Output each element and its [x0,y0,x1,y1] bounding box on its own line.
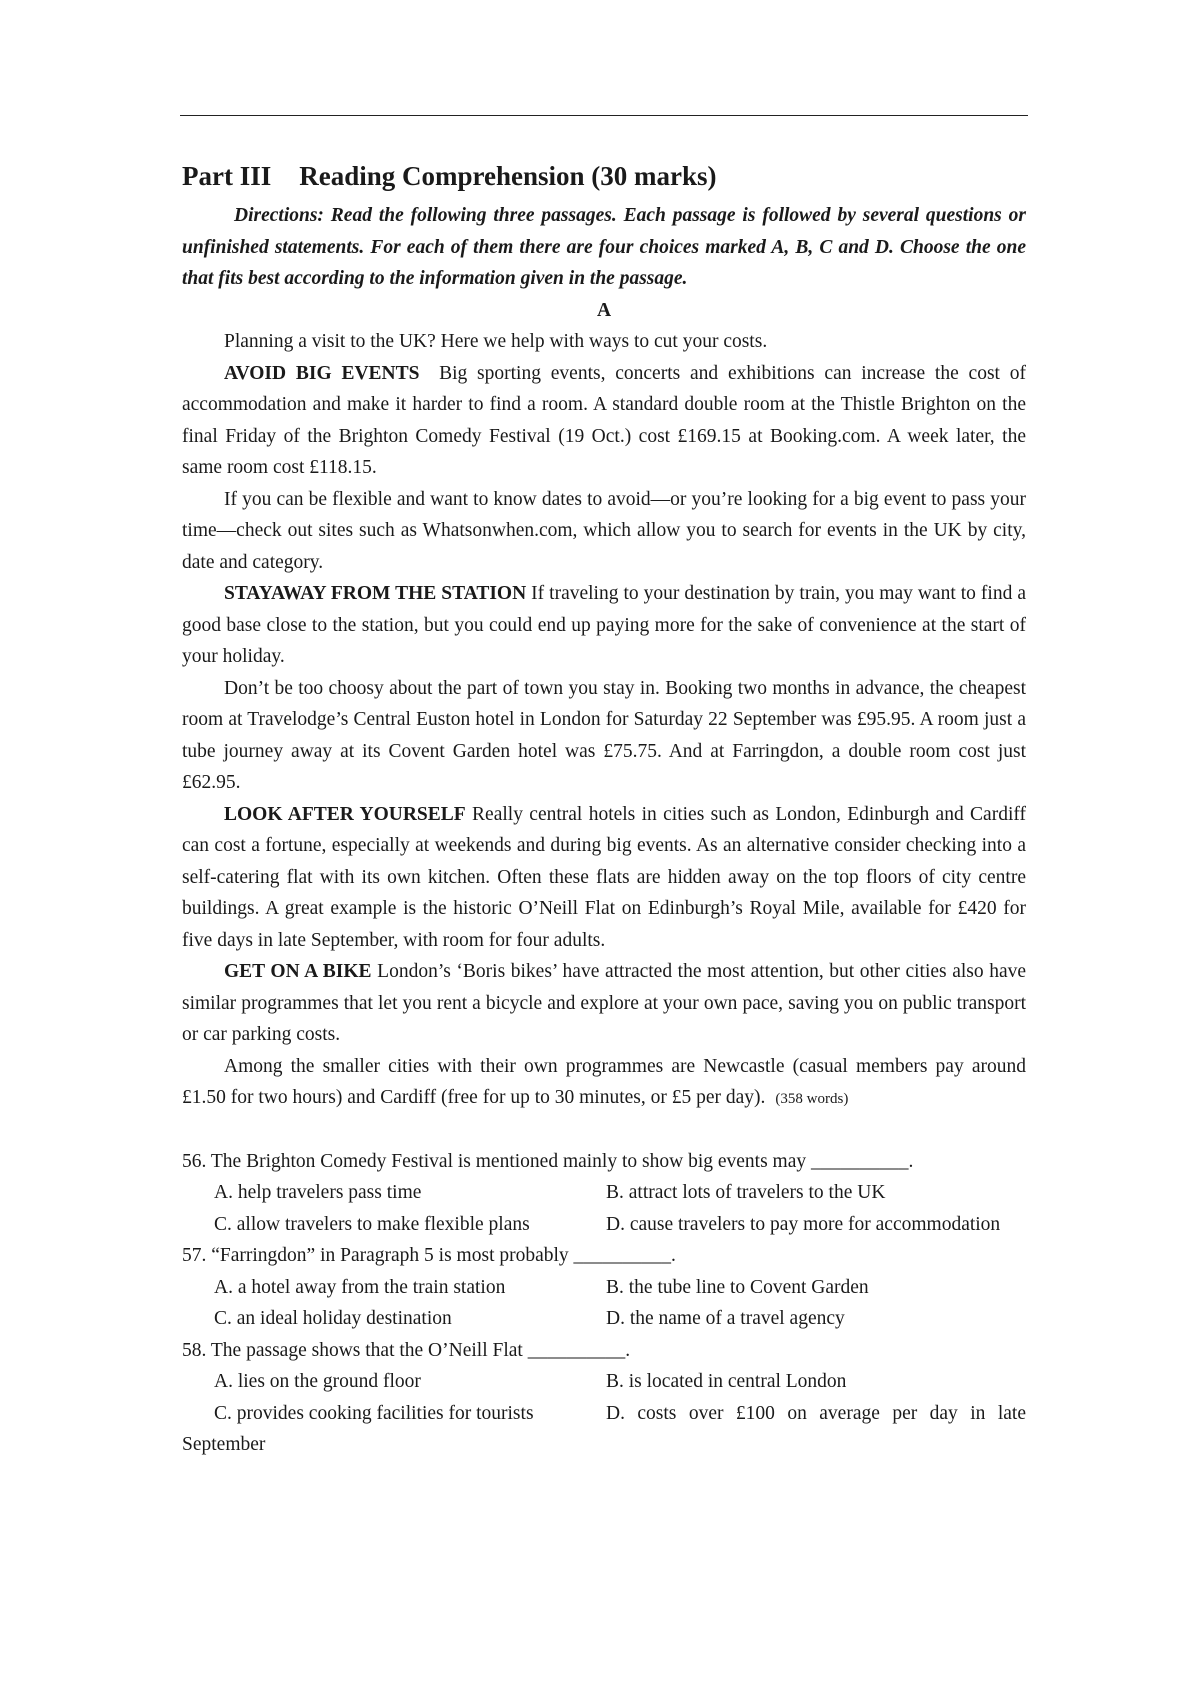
paragraph-heading: AVOID BIG EVENTS [224,362,420,384]
option-row [182,1209,1026,1241]
passage-paragraph: LOOK AFTER YOURSELF Really central hotels in cities such as London, Edinburgh and Cardiff can cost a fortune, especially at weekends and during big events. As an alternative consider checking into a self-catering flat with its own kitchen. Often these flats are hidden away on the top floors of city centre buildings. A great example is the historic O’Neill Flat on Edinburgh’s Royal Mile, available for £420 for five days in late September, with room for four adults. [182,803,1027,951]
option-b[interactable]: B. the tube line to Covent Garden [606,1276,869,1298]
option-c[interactable]: C. allow travelers to make flexible plans [214,1213,530,1235]
directions-text: Directions: Read the following three passages. Each passage is followed by several questions or unfinished statements. For each of them there are four choices marked A, B, C and D. Choose the one that fits best according to the information given in the passage. [182,205,1026,289]
exam-page [182,156,1026,1461]
passage-paragraph: Planning a visit to the UK? Here we help with ways to cut your costs. [224,331,768,352]
option-b[interactable]: B. is located in central London [606,1371,847,1392]
option-row [182,1366,1026,1398]
passage-body [182,326,1026,1116]
section-heading: Reading Comprehension (30 marks) [299,161,717,191]
header-rule [180,115,1028,116]
passage-paragraph: Among the smaller cities with their own programmes are Newcastle (casual members pay around £1.50 for two hours) and Cardiff (free for up to 30 minutes, or £5 per day). (358 words) [182,1055,1026,1108]
option-d[interactable]: D. costs over £100 on average per day in late September [182,1402,1026,1455]
option-row [182,1272,1026,1304]
option-a[interactable]: A. a hotel away from the train station [214,1276,506,1298]
option-a[interactable]: A. help travelers pass time [214,1182,422,1203]
option-a[interactable]: A. lies on the ground floor [214,1371,421,1392]
word-count: (358 words) [775,1091,849,1107]
paragraph-heading: GET ON A BIKE [224,961,372,982]
option-c[interactable]: C. provides cooking facilities for tourists [214,1402,534,1424]
paragraph-heading: STAYAWAY FROM THE STATION [224,583,527,604]
section-part: Part III [182,161,272,191]
passage-paragraph: If you can be flexible and want to know dates to avoid—or you’re looking for a big event to pass your time—check out sites such as Whatsonwhen.com, which allow you to search for events in the UK by city, date and category. [182,488,1026,573]
option-d[interactable]: D. cause travelers to pay more for accommodation [606,1213,1001,1235]
section-title [182,156,1026,196]
paragraph-heading: LOOK AFTER YOURSELF [224,803,466,825]
question-stem: 57. “Farringdon” in Paragraph 5 is most probably __________. [182,1245,676,1266]
option-row [182,1303,1026,1335]
question-stem: 56. The Brighton Comedy Festival is mentioned mainly to show big events may __________. [182,1150,914,1172]
passage-paragraph: STAYAWAY FROM THE STATION If traveling to your destination by train, you may want to find a good base close to the station, but you could end up paying more for the sake of convenience at the start of your holiday. [182,583,1026,667]
question-list [182,1146,1026,1461]
option-row [182,1398,1026,1461]
passage-paragraph: AVOID BIG EVENTS Big sporting events, concerts and exhibitions can increase the cost of accommodation and make it harder to find a room. A standard double room at the Thistle Brighton on the final Friday of the Brighton Comedy Festival (19 Oct.) cost £169.15 at Booking.com. A week later, the same room cost £118.15. [182,362,1026,478]
passage-paragraph: Don’t be too choosy about the part of town you stay in. Booking two months in advance, the cheapest room at Travelodge’s Central Euston hotel in London for Saturday 22 September was £95.95. A room just a tube journey away at its Covent Garden hotel was £75.75. And at Farringdon, a double room cost just £62.95. [182,677,1026,793]
passage-paragraph: GET ON A BIKE London’s ‘Boris bikes’ have attracted the most attention, but other cities also have similar programmes that let you rent a bicycle and explore at your own pace, saving you on public transport or car parking costs. [182,961,1027,1045]
question-stem: 58. The passage shows that the O’Neill Flat __________. [182,1339,631,1361]
passage-label: A [596,299,612,321]
option-b[interactable]: B. attract lots of travelers to the UK [606,1182,886,1203]
option-row [182,1177,1026,1209]
option-d[interactable]: D. the name of a travel agency [606,1308,845,1329]
option-c[interactable]: C. an ideal holiday destination [214,1308,452,1329]
